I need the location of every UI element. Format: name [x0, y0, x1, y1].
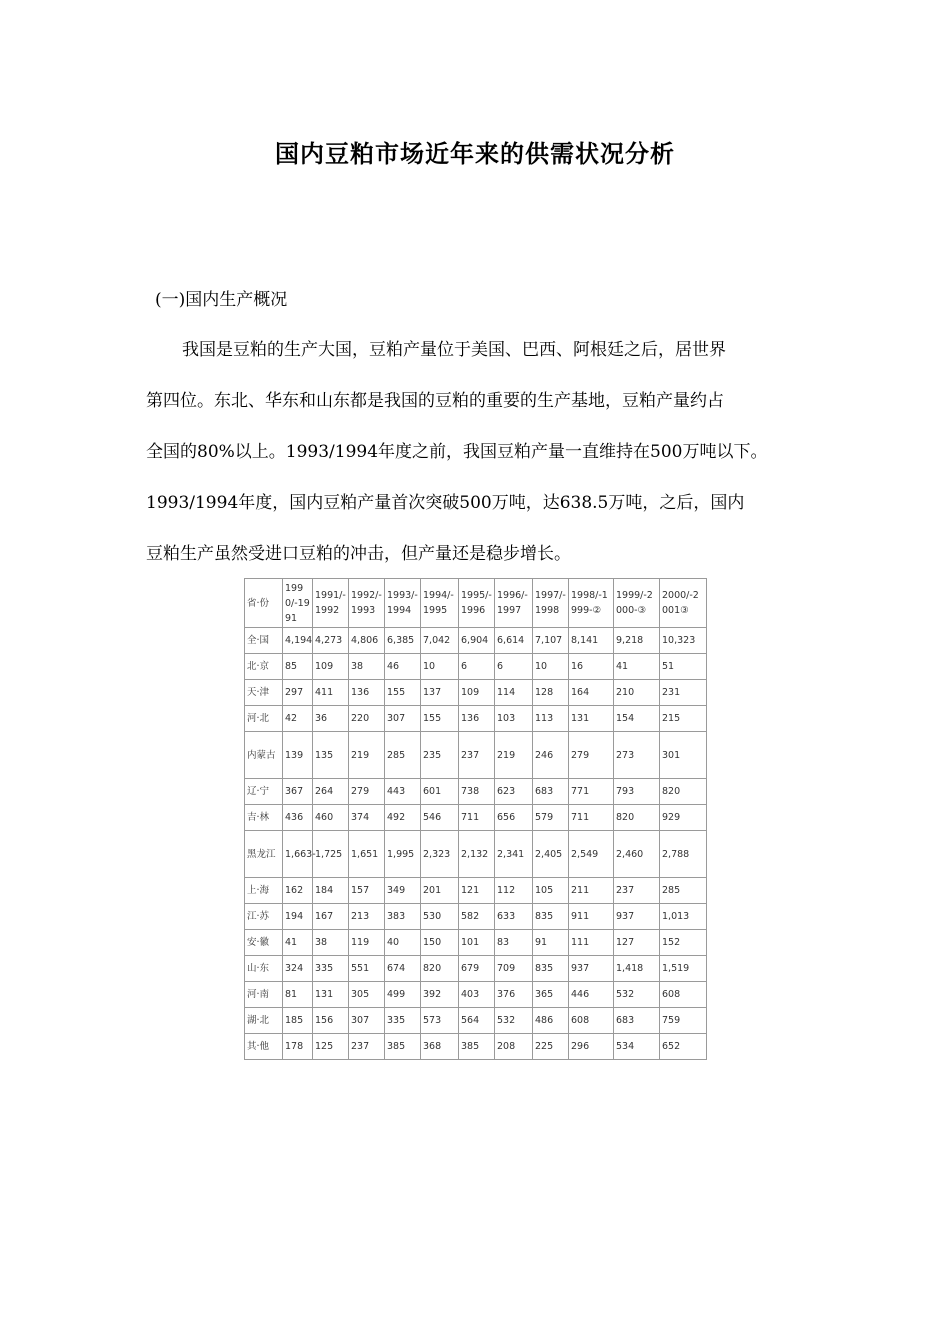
value-cell: 154: [614, 706, 660, 732]
value-cell: 111: [569, 930, 614, 956]
value-cell: 220: [349, 706, 385, 732]
value-cell: 4,273: [313, 628, 349, 654]
value-cell: 771: [569, 779, 614, 805]
value-cell: 392: [421, 982, 459, 1008]
value-cell: 237: [349, 1034, 385, 1060]
table-row: [245, 904, 707, 930]
value-cell: 937: [614, 904, 660, 930]
value-cell: 532: [614, 982, 660, 1008]
column-header-year: 1992/-1993: [349, 579, 385, 628]
value-cell: 167: [313, 904, 349, 930]
province-cell: 其·他: [245, 1034, 283, 1060]
value-cell: 201: [421, 878, 459, 904]
value-cell: 296: [569, 1034, 614, 1060]
table-row: [245, 878, 707, 904]
value-cell: 7,042: [421, 628, 459, 654]
paragraph-line: 第四位。东北、华东和山东都是我国的豆粕的重要的生产基地，豆粕产量约占: [146, 391, 724, 411]
value-cell: 820: [614, 805, 660, 831]
value-cell: 608: [660, 982, 707, 1008]
value-cell: 105: [533, 878, 569, 904]
value-cell: 210: [614, 680, 660, 706]
value-cell: 38: [313, 930, 349, 956]
value-cell: 178: [283, 1034, 313, 1060]
table-row: [245, 628, 707, 654]
value-cell: 4,806: [349, 628, 385, 654]
value-cell: 136: [459, 706, 495, 732]
value-cell: 109: [459, 680, 495, 706]
value-cell: 835: [533, 956, 569, 982]
province-cell: 安·徽: [245, 930, 283, 956]
value-cell: 1,418: [614, 956, 660, 982]
value-cell: 911: [569, 904, 614, 930]
value-cell: 411: [313, 680, 349, 706]
table-header-row: [245, 579, 707, 628]
value-cell: 184: [313, 878, 349, 904]
column-header-province: 省·份: [245, 579, 283, 628]
value-cell: 551: [349, 956, 385, 982]
table-row: [245, 1008, 707, 1034]
value-cell: 820: [660, 779, 707, 805]
column-header-year: 2000/-2001③: [660, 579, 707, 628]
value-cell: 213: [349, 904, 385, 930]
soymeal-production-table: [244, 578, 706, 1060]
value-cell: 2,132: [459, 831, 495, 878]
value-cell: 185: [283, 1008, 313, 1034]
value-cell: 499: [385, 982, 421, 1008]
value-cell: 139: [283, 732, 313, 779]
value-cell: 91: [533, 930, 569, 956]
table-row: [245, 680, 707, 706]
value-cell: 10: [421, 654, 459, 680]
value-cell: 246: [533, 732, 569, 779]
column-header-year: 1990/-1991: [283, 579, 313, 628]
value-cell: 2,405: [533, 831, 569, 878]
value-cell: 385: [385, 1034, 421, 1060]
value-cell: 376: [495, 982, 533, 1008]
province-cell: 黑龙江: [245, 831, 283, 878]
value-cell: 460: [313, 805, 349, 831]
table-row: [245, 732, 707, 779]
value-cell: 633: [495, 904, 533, 930]
value-cell: 937: [569, 956, 614, 982]
value-cell: 368: [421, 1034, 459, 1060]
table-row: [245, 706, 707, 732]
value-cell: 1,725: [313, 831, 349, 878]
value-cell: 125: [313, 1034, 349, 1060]
value-cell: 8,141: [569, 628, 614, 654]
value-cell: 582: [459, 904, 495, 930]
value-cell: 324: [283, 956, 313, 982]
value-cell: 307: [349, 1008, 385, 1034]
value-cell: 656: [495, 805, 533, 831]
value-cell: 6,904: [459, 628, 495, 654]
value-cell: 446: [569, 982, 614, 1008]
value-cell: 131: [313, 982, 349, 1008]
value-cell: 573: [421, 1008, 459, 1034]
value-cell: 219: [349, 732, 385, 779]
province-cell: 湖·北: [245, 1008, 283, 1034]
value-cell: 623: [495, 779, 533, 805]
value-cell: 403: [459, 982, 495, 1008]
value-cell: 103: [495, 706, 533, 732]
value-cell: 835: [533, 904, 569, 930]
value-cell: 38: [349, 654, 385, 680]
value-cell: 579: [533, 805, 569, 831]
value-cell: 436: [283, 805, 313, 831]
value-cell: 9,218: [614, 628, 660, 654]
value-cell: 41: [283, 930, 313, 956]
value-cell: 374: [349, 805, 385, 831]
table-body: [245, 628, 707, 1060]
value-cell: 46: [385, 654, 421, 680]
paragraph-line: 全国的80%以上。1993/1994年度之前，我国豆粕产量一直维持在500万吨以下。: [146, 442, 768, 462]
value-cell: 7,107: [533, 628, 569, 654]
column-header-year: 1997/-1998: [533, 579, 569, 628]
value-cell: 709: [495, 956, 533, 982]
paragraph-line: 我国是豆粕的生产大国，豆粕产量位于美国、巴西、阿根廷之后，居世界: [182, 340, 726, 360]
value-cell: 113: [533, 706, 569, 732]
paragraph-line: 豆粕生产虽然受进口豆粕的冲击，但产量还是稳步增长。: [146, 544, 571, 564]
column-header-year: 1994/-1995: [421, 579, 459, 628]
value-cell: 6,385: [385, 628, 421, 654]
value-cell: 16: [569, 654, 614, 680]
value-cell: 237: [614, 878, 660, 904]
province-cell: 内蒙古: [245, 732, 283, 779]
province-cell: 辽·宁: [245, 779, 283, 805]
value-cell: 114: [495, 680, 533, 706]
value-cell: 85: [283, 654, 313, 680]
value-cell: 235: [421, 732, 459, 779]
value-cell: 36: [313, 706, 349, 732]
value-cell: 127: [614, 930, 660, 956]
value-cell: 285: [385, 732, 421, 779]
value-cell: 112: [495, 878, 533, 904]
value-cell: 530: [421, 904, 459, 930]
value-cell: 683: [614, 1008, 660, 1034]
value-cell: 155: [421, 706, 459, 732]
value-cell: 820: [421, 956, 459, 982]
document-title: 国内豆粕市场近年来的供需状况分析: [275, 140, 675, 168]
column-header-year: 1996/-1997: [495, 579, 533, 628]
value-cell: 1,651: [349, 831, 385, 878]
value-cell: 335: [385, 1008, 421, 1034]
value-cell: 1,013: [660, 904, 707, 930]
value-cell: 297: [283, 680, 313, 706]
value-cell: 532: [495, 1008, 533, 1034]
value-cell: 546: [421, 805, 459, 831]
value-cell: 211: [569, 878, 614, 904]
value-cell: 564: [459, 1008, 495, 1034]
value-cell: 51: [660, 654, 707, 680]
value-cell: 101: [459, 930, 495, 956]
value-cell: 41: [614, 654, 660, 680]
value-cell: 6: [495, 654, 533, 680]
value-cell: 237: [459, 732, 495, 779]
province-cell: 北·京: [245, 654, 283, 680]
value-cell: 109: [313, 654, 349, 680]
value-cell: 219: [495, 732, 533, 779]
value-cell: 81: [283, 982, 313, 1008]
value-cell: 367: [283, 779, 313, 805]
value-cell: 150: [421, 930, 459, 956]
value-cell: 119: [349, 930, 385, 956]
province-cell: 江·苏: [245, 904, 283, 930]
value-cell: 385: [459, 1034, 495, 1060]
value-cell: 1,663-: [283, 831, 313, 878]
value-cell: 711: [459, 805, 495, 831]
value-cell: 2,788: [660, 831, 707, 878]
value-cell: 6: [459, 654, 495, 680]
value-cell: 157: [349, 878, 385, 904]
value-cell: 492: [385, 805, 421, 831]
value-cell: 365: [533, 982, 569, 1008]
value-cell: 534: [614, 1034, 660, 1060]
value-cell: 155: [385, 680, 421, 706]
table-row: [245, 779, 707, 805]
province-cell: 吉·林: [245, 805, 283, 831]
value-cell: 279: [569, 732, 614, 779]
table-row: [245, 805, 707, 831]
value-cell: 121: [459, 878, 495, 904]
value-cell: 652: [660, 1034, 707, 1060]
value-cell: 273: [614, 732, 660, 779]
province-cell: 天·津: [245, 680, 283, 706]
table-row: [245, 930, 707, 956]
column-header-year: 1999/-2000-③: [614, 579, 660, 628]
province-cell: 河·南: [245, 982, 283, 1008]
value-cell: 793: [614, 779, 660, 805]
value-cell: 307: [385, 706, 421, 732]
value-cell: 208: [495, 1034, 533, 1060]
value-cell: 674: [385, 956, 421, 982]
province-cell: 山·东: [245, 956, 283, 982]
value-cell: 164: [569, 680, 614, 706]
value-cell: 4,194: [283, 628, 313, 654]
value-cell: 131: [569, 706, 614, 732]
value-cell: 264: [313, 779, 349, 805]
value-cell: 929: [660, 805, 707, 831]
table-row: [245, 1034, 707, 1060]
value-cell: 152: [660, 930, 707, 956]
value-cell: 738: [459, 779, 495, 805]
value-cell: 194: [283, 904, 313, 930]
value-cell: 2,460: [614, 831, 660, 878]
value-cell: 305: [349, 982, 385, 1008]
value-cell: 40: [385, 930, 421, 956]
table-row: [245, 831, 707, 878]
value-cell: 136: [349, 680, 385, 706]
value-cell: 2,323: [421, 831, 459, 878]
value-cell: 2,549: [569, 831, 614, 878]
value-cell: 349: [385, 878, 421, 904]
value-cell: 1,519: [660, 956, 707, 982]
province-cell: 河·北: [245, 706, 283, 732]
column-header-year: 1995/-1996: [459, 579, 495, 628]
table-row: [245, 956, 707, 982]
column-header-year: 1991/-1992: [313, 579, 349, 628]
province-cell: 全·国: [245, 628, 283, 654]
value-cell: 759: [660, 1008, 707, 1034]
value-cell: 225: [533, 1034, 569, 1060]
value-cell: 601: [421, 779, 459, 805]
value-cell: 156: [313, 1008, 349, 1034]
value-cell: 679: [459, 956, 495, 982]
value-cell: 335: [313, 956, 349, 982]
data-table: [244, 578, 707, 1060]
province-cell: 上·海: [245, 878, 283, 904]
value-cell: 10,323: [660, 628, 707, 654]
value-cell: 135: [313, 732, 349, 779]
section-heading: (一)国内生产概况: [155, 290, 288, 310]
value-cell: 83: [495, 930, 533, 956]
value-cell: 683: [533, 779, 569, 805]
value-cell: 162: [283, 878, 313, 904]
column-header-year: 1993/-1994: [385, 579, 421, 628]
value-cell: 608: [569, 1008, 614, 1034]
value-cell: 486: [533, 1008, 569, 1034]
value-cell: 128: [533, 680, 569, 706]
value-cell: 383: [385, 904, 421, 930]
column-header-year: 1998/-1999-②: [569, 579, 614, 628]
value-cell: 10: [533, 654, 569, 680]
value-cell: 42: [283, 706, 313, 732]
table-row: [245, 654, 707, 680]
value-cell: 301: [660, 732, 707, 779]
value-cell: 1,995: [385, 831, 421, 878]
value-cell: 137: [421, 680, 459, 706]
value-cell: 443: [385, 779, 421, 805]
body-paragraph: [146, 325, 816, 580]
value-cell: 231: [660, 680, 707, 706]
paragraph-line: 1993/1994年度，国内豆粕产量首次突破500万吨，达638.5万吨，之后，国内: [146, 493, 745, 513]
table-row: [245, 982, 707, 1008]
value-cell: 711: [569, 805, 614, 831]
value-cell: 279: [349, 779, 385, 805]
value-cell: 215: [660, 706, 707, 732]
value-cell: 2,341: [495, 831, 533, 878]
value-cell: 6,614: [495, 628, 533, 654]
value-cell: 285: [660, 878, 707, 904]
